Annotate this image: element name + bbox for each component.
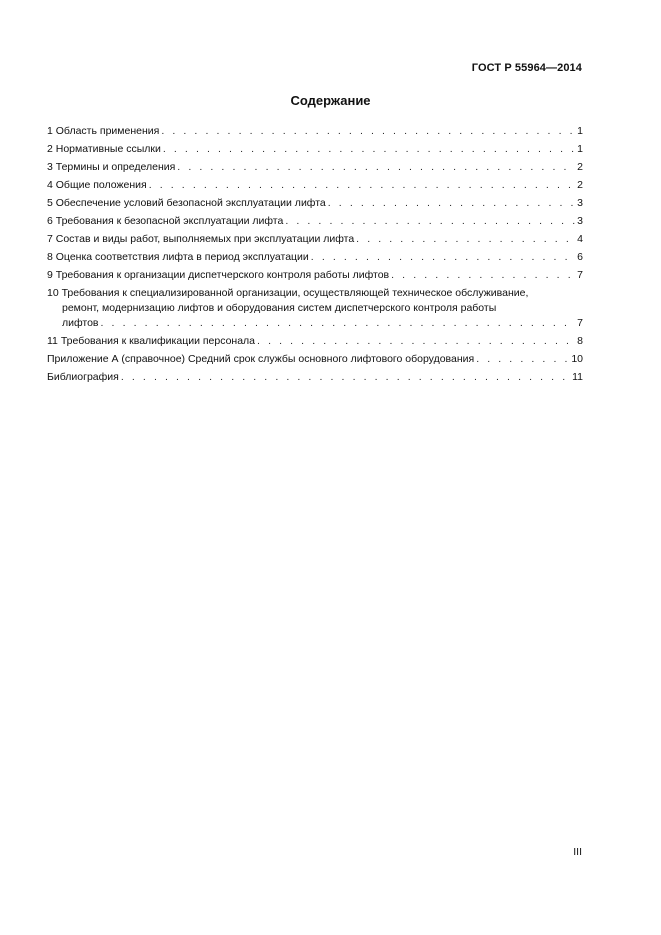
dot-leader [285, 214, 575, 229]
toc-entry-qualification[interactable] [47, 334, 583, 349]
toc-entry-dispatch-control[interactable] [47, 268, 583, 283]
toc-entry-safe-conditions[interactable] [47, 196, 583, 211]
toc-entry-page: 7 [577, 269, 583, 281]
toc-entry-page: 1 [577, 143, 583, 155]
toc-entry-page: 6 [577, 251, 583, 263]
toc-entry-text: 5 Обеспечение условий безопасной эксплуатации лифта [47, 197, 326, 209]
toc-entry-appendix-a[interactable] [47, 352, 583, 367]
toc-entry-page: 4 [577, 233, 583, 245]
toc-entry-page: 8 [577, 335, 583, 347]
table-of-contents [47, 124, 583, 388]
toc-entry-text: 8 Оценка соответствия лифта в период эксплуатации [47, 251, 309, 263]
toc-entry-text: 11 Требования к квалификации персонала [47, 335, 256, 347]
dot-leader [476, 352, 569, 367]
toc-entry-works[interactable] [47, 232, 583, 247]
document-code: ГОСТ Р 55964—2014 [471, 62, 582, 74]
toc-entry-text: 6 Требования к безопасной эксплуатации лифта [47, 215, 284, 227]
dot-leader [101, 316, 576, 331]
toc-entry-page: 3 [577, 197, 583, 209]
dot-leader [391, 268, 575, 283]
toc-title: Содержание [290, 93, 371, 108]
toc-entry-scope[interactable] [47, 124, 583, 139]
toc-entry-page: 2 [577, 161, 583, 173]
dot-leader [328, 196, 575, 211]
toc-entry-page: 10 [571, 353, 583, 365]
toc-entry-text: 1 Область применения [47, 125, 160, 137]
toc-entry-bibliography[interactable] [47, 370, 583, 385]
toc-entry-text-line1: 10 Требования к специализированной организации, осуществляющей техническое обслуживание, [47, 287, 529, 299]
toc-entry-page: 7 [577, 317, 583, 329]
toc-entry-text: 2 Нормативные ссылки [47, 143, 161, 155]
dot-leader [257, 334, 575, 349]
dot-leader [163, 142, 575, 157]
toc-entry-page: 2 [577, 179, 583, 191]
toc-entry-text: 9 Требования к организации диспетчерского контроля работы лифтов [47, 269, 390, 281]
toc-entry-safe-operation[interactable] [47, 214, 583, 229]
dot-leader [177, 160, 575, 175]
toc-entry-page: 11 [572, 371, 583, 383]
page-number: III [573, 846, 582, 858]
toc-entry-text-line2: ремонт, модернизацию лифтов и оборудования систем диспетчерского контроля работы [62, 302, 497, 314]
toc-entry-text-line3: лифтов [62, 317, 99, 329]
toc-entry-page: 1 [577, 125, 583, 137]
toc-entry-text: 4 Общие положения [47, 179, 147, 191]
dot-leader [356, 232, 575, 247]
dot-leader [121, 370, 570, 385]
toc-entry-general[interactable] [47, 178, 583, 193]
toc-entry-normative-references[interactable] [47, 142, 583, 157]
toc-entry-text: 7 Состав и виды работ, выполняемых при эксплуатации лифта [47, 233, 355, 245]
dot-leader [149, 178, 575, 193]
toc-entry-page: 3 [577, 215, 583, 227]
dot-leader [161, 124, 575, 139]
toc-entry-text: Приложение А (справочное) Средний срок службы основного лифтового оборудования [47, 353, 475, 365]
toc-entry-conformity[interactable] [47, 250, 583, 265]
toc-entry-text: Библиография [47, 371, 119, 383]
toc-entry-text: 3 Термины и определения [47, 161, 176, 173]
dot-leader [311, 250, 575, 265]
toc-entry-terms[interactable] [47, 160, 583, 175]
toc-entry-specialized-organization[interactable] [47, 286, 583, 331]
